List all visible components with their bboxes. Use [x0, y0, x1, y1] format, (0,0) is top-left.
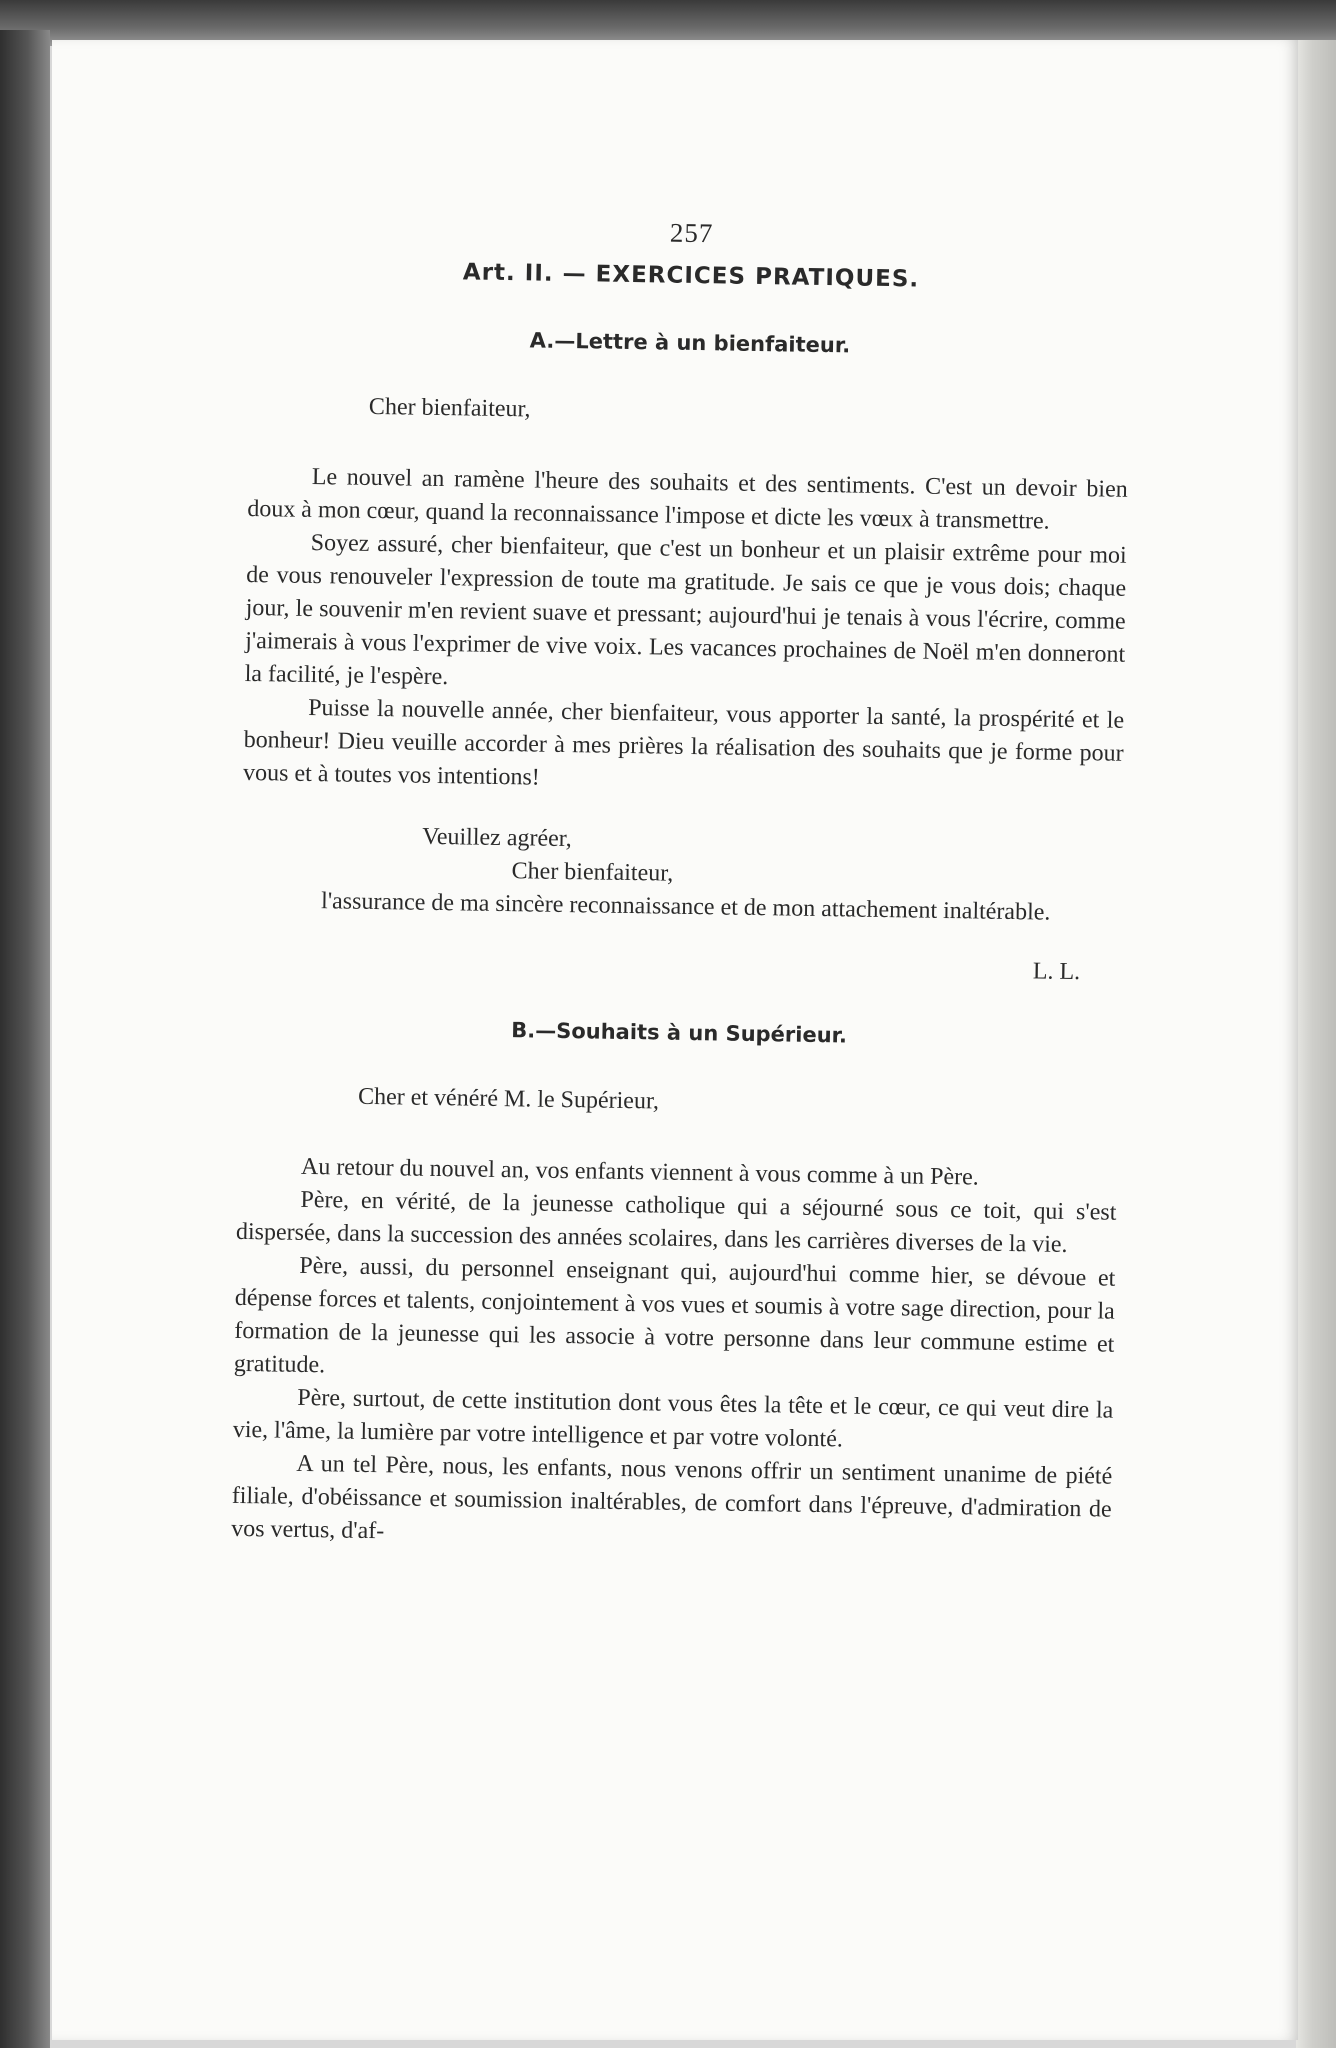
book-page [52, 40, 1298, 2040]
paragraph: Père, aussi, du personnel enseignant qui, aujourd'hui comme hier, se dévoue et dépense forces et talents, conjointement à vos vues et soumis à votre sage direction, pour la formation de la jeunesse qui les associe à votre personne dans leur commune estime et gratitude. [233, 1252, 1116, 1379]
section-b-salutation: Cher et vénéré M. le Supérieur, [357, 1083, 660, 1115]
paragraph: Au retour du nouvel an, vos enfants viennent à vous comme à un Père. [300, 1153, 979, 1191]
book-right-edge [1296, 40, 1336, 2048]
paragraph: Père, surtout, de cette institution dont vous êtes la tête et le cœur, ce qui veut dire la vie, l'âme, la lumière par votre intelligence et par votre volonté. [232, 1384, 1114, 1453]
paragraph: A un tel Père, nous, les enfants, nous venons offrir un sentiment unanime de piété filiale, d'obéissance et soumission inaltérables, de comfort dans l'épreuve, d'admiration de vos vertus, d'af- [231, 1450, 1113, 1545]
section-b-wishes [231, 1010, 1119, 1560]
section-b-title: B.—Souhaits à un Supérieur. [511, 1018, 848, 1048]
section-a-salutation: Cher bienfaiteur, [368, 393, 531, 423]
closing-line: l'assurance de ma sincère reconnaissance et de mon attachement inaltérable. [320, 888, 1051, 926]
page-text [231, 210, 1132, 1560]
paragraph: Puisse la nouvelle année, cher bienfaiteur, vous apporter la santé, la prospérité et le bonheur! Dieu veuille accorder à mes prières la réalisation des souhaits que je forme pour vous et à toutes vos intentions! [242, 694, 1125, 791]
book-left-edge [0, 30, 50, 2048]
closing-line: Cher bienfaiteur, [511, 858, 674, 887]
article-heading: Art. II. — EXERCICES PRATIQUES. [462, 259, 920, 293]
signature: L. L. [1032, 958, 1081, 986]
paragraph: Père, en vérité, de la jeunesse catholique qui a séjourné sous ce toit, qui s'est dispersée, dans la succession des années scolaires, dans les carrières diverses de la vie. [235, 1186, 1117, 1258]
paragraph: Le nouvel an ramène l'heure des souhaits et des sentiments. C'est un devoir bien doux à mon cœur, quand la reconnaissance l'impose et dicte les vœux à transmettre. [247, 463, 1128, 535]
section-a-letter [240, 320, 1130, 990]
paragraph: Soyez assuré, cher bienfaiteur, que c'est un bonheur et un plaisir extrême pour moi de vous renouveler l'expression de toute ma gratitude. Je sais ce que je vous dois; chaque jour, le souvenir m'en revient suave et pressant; aujourd'hui je tenais à vous l'écrire, comme j'aimerais à vous l'exprimer de vive voix. Les vacances prochaines de Noël m'en donneront la facilité, je l'espère. [244, 529, 1127, 691]
closing-line: Veuillez agréer, [421, 823, 572, 853]
section-a-title: A.—Lettre à un bienfaiteur. [529, 328, 851, 358]
page-number: 257 [669, 217, 714, 249]
